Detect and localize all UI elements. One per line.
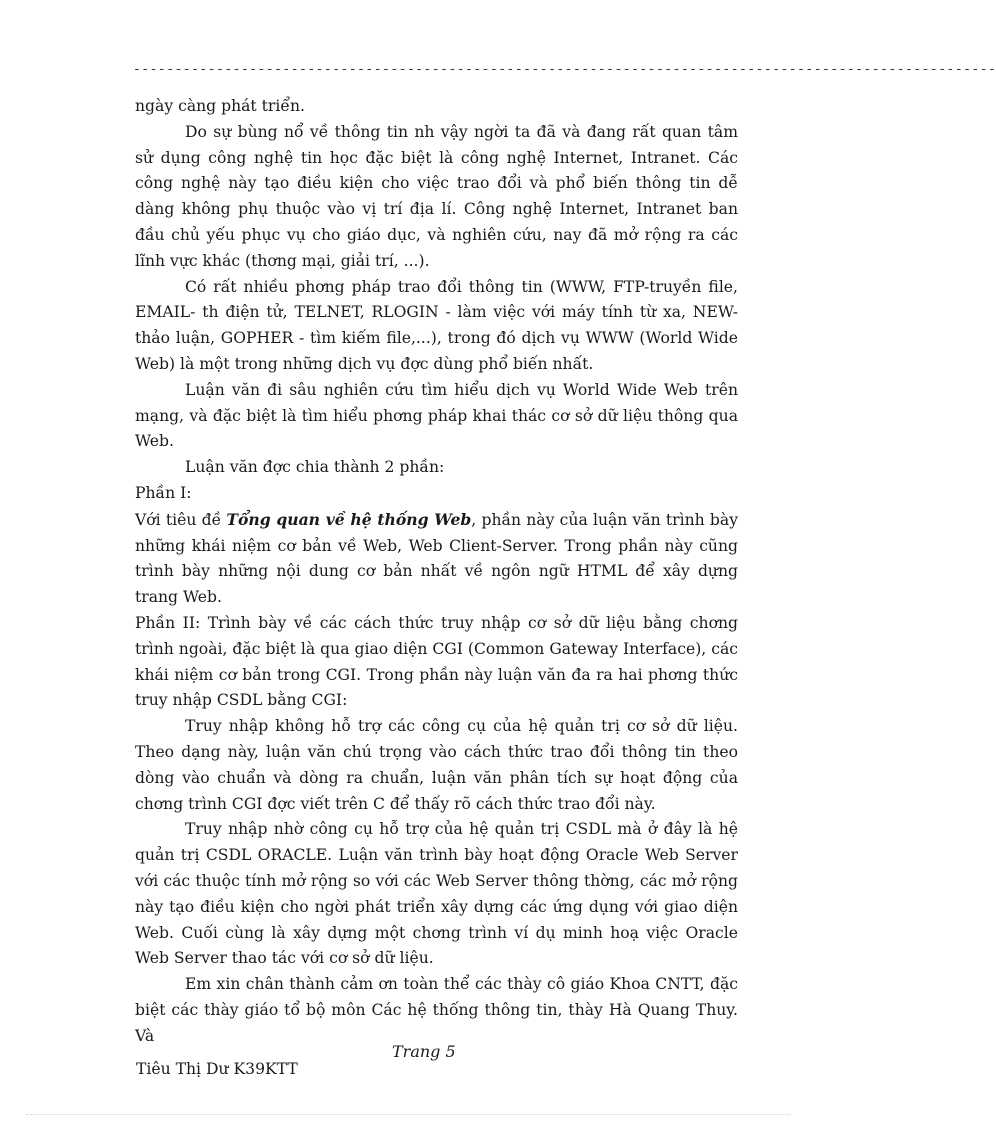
paragraph-10: Truy nhập nhờ công cụ hỗ trợ của hệ quản trị CSDL mà ở đây là hệ quản trị CSDL ORACLE. Luận văn trình bày hoạt động Oracle Web Server với các thuộc tính mở rộng so với các Web Server thông thờng, các mở rộng này tạo điều kiện cho ngời phát triển xây dựng các ứng dụng với giao diện Web. Cuối cùng là xây dựng một chơng trình ví dụ minh hoạ việc Oracle Web Server thao tác với cơ sở dữ liệu.	[135, 820, 738, 968]
part-two-paragraph: Phần II: Trình bày về các cách thức truy nhập cơ sở dữ liệu bằng chơng trình ngoài, đặc biệt là qua giao diện CGI (Common Gateway Interface), các khái niệm cơ bản trong CGI. Trong phần này luận văn đa ra hai phơng thức truy nhập CSDL bằng CGI:	[135, 613, 738, 710]
paragraph-3: Có rất nhiều phơng pháp trao đổi thông tin (WWW, FTP-truyền file, EMAIL- th điện tử, TELNET, RLOGIN - làm việc với máy tính từ xa, NEW-thảo luận, GOPHER - tìm kiếm file,...), trong đó dịch vụ WWW (World Wide Web) là một trong những dịch vụ đợc dùng phổ biến nhất.	[135, 277, 738, 373]
page-number: Trang 5	[392, 1042, 456, 1061]
web-overview-title: Tổng quan về hệ thống Web	[226, 509, 472, 529]
bottom-dotted-line	[26, 1114, 790, 1116]
paragraph-4: Luận văn đi sâu nghiên cứu tìm hiểu dịch vụ World Wide Web trên mạng, và đặc biệt là tìm hiểu phơng pháp khai thác cơ sở dữ liệu thông qua Web.	[135, 380, 738, 451]
paragraph-7-prefix: Với tiêu đề	[135, 510, 227, 529]
paragraph-2: Do sự bùng nổ về thông tin nh vậy ngời ta đã và đang rất quan tâm sử dụng công nghệ tin học đặc biệt là công nghệ Internet, Intranet. Các công nghệ này tạo điều kiện cho việc trao đổi và phổ biến thông tin dễ dàng không phụ thuộc vào vị trí địa lí. Công nghệ Internet, Intranet ban đầu chủ yếu phục vụ cho giáo dục, và nghiên cứu, nay đã mở rộng ra các lĩnh vực khác (thơng mại, giải trí, ...).	[135, 122, 738, 270]
paragraph-11: Em xin chân thành cảm ơn toàn thể các thày cô giáo Khoa CNTT, đặc biệt các thày giáo tổ bộ môn Các hệ thống thông tin, thày Hà Quang Thuy. Và	[135, 975, 738, 1045]
paragraph-1: ngày càng phát triển.	[135, 97, 305, 115]
footer-author: Tiêu Thị Dư K39KTT	[136, 1060, 298, 1078]
paragraph-7-rest: , phần này của luận văn trình bày những khái niệm cơ bản về Web, Web Client-Server. Trong phần này cũng trình bày những nội dung cơ bản nhất về ngôn ngữ HTML để xây dựng trang Web.	[135, 510, 739, 607]
header-dashed-rule: --------------------------------------------------------------------------------------------------------	[133, 62, 996, 77]
part-one-heading: Phần I:	[135, 483, 192, 502]
paragraph-9: Truy nhập không hỗ trợ các công cụ của hệ quản trị cơ sở dữ liệu. Theo dạng này, luận văn chú trọng vào cách thức trao đổi thông tin theo dòng vào chuẩn và dòng ra chuẩn, luận văn phân tích sự hoạt động của chơng trình CGI đợc viết trên C để thấy rõ cách thức trao đổi này.	[135, 717, 738, 813]
document-body	[135, 94, 738, 1049]
paragraph-5: Luận văn đợc chia thành 2 phần:	[185, 458, 445, 477]
paragraph-7	[135, 507, 738, 611]
